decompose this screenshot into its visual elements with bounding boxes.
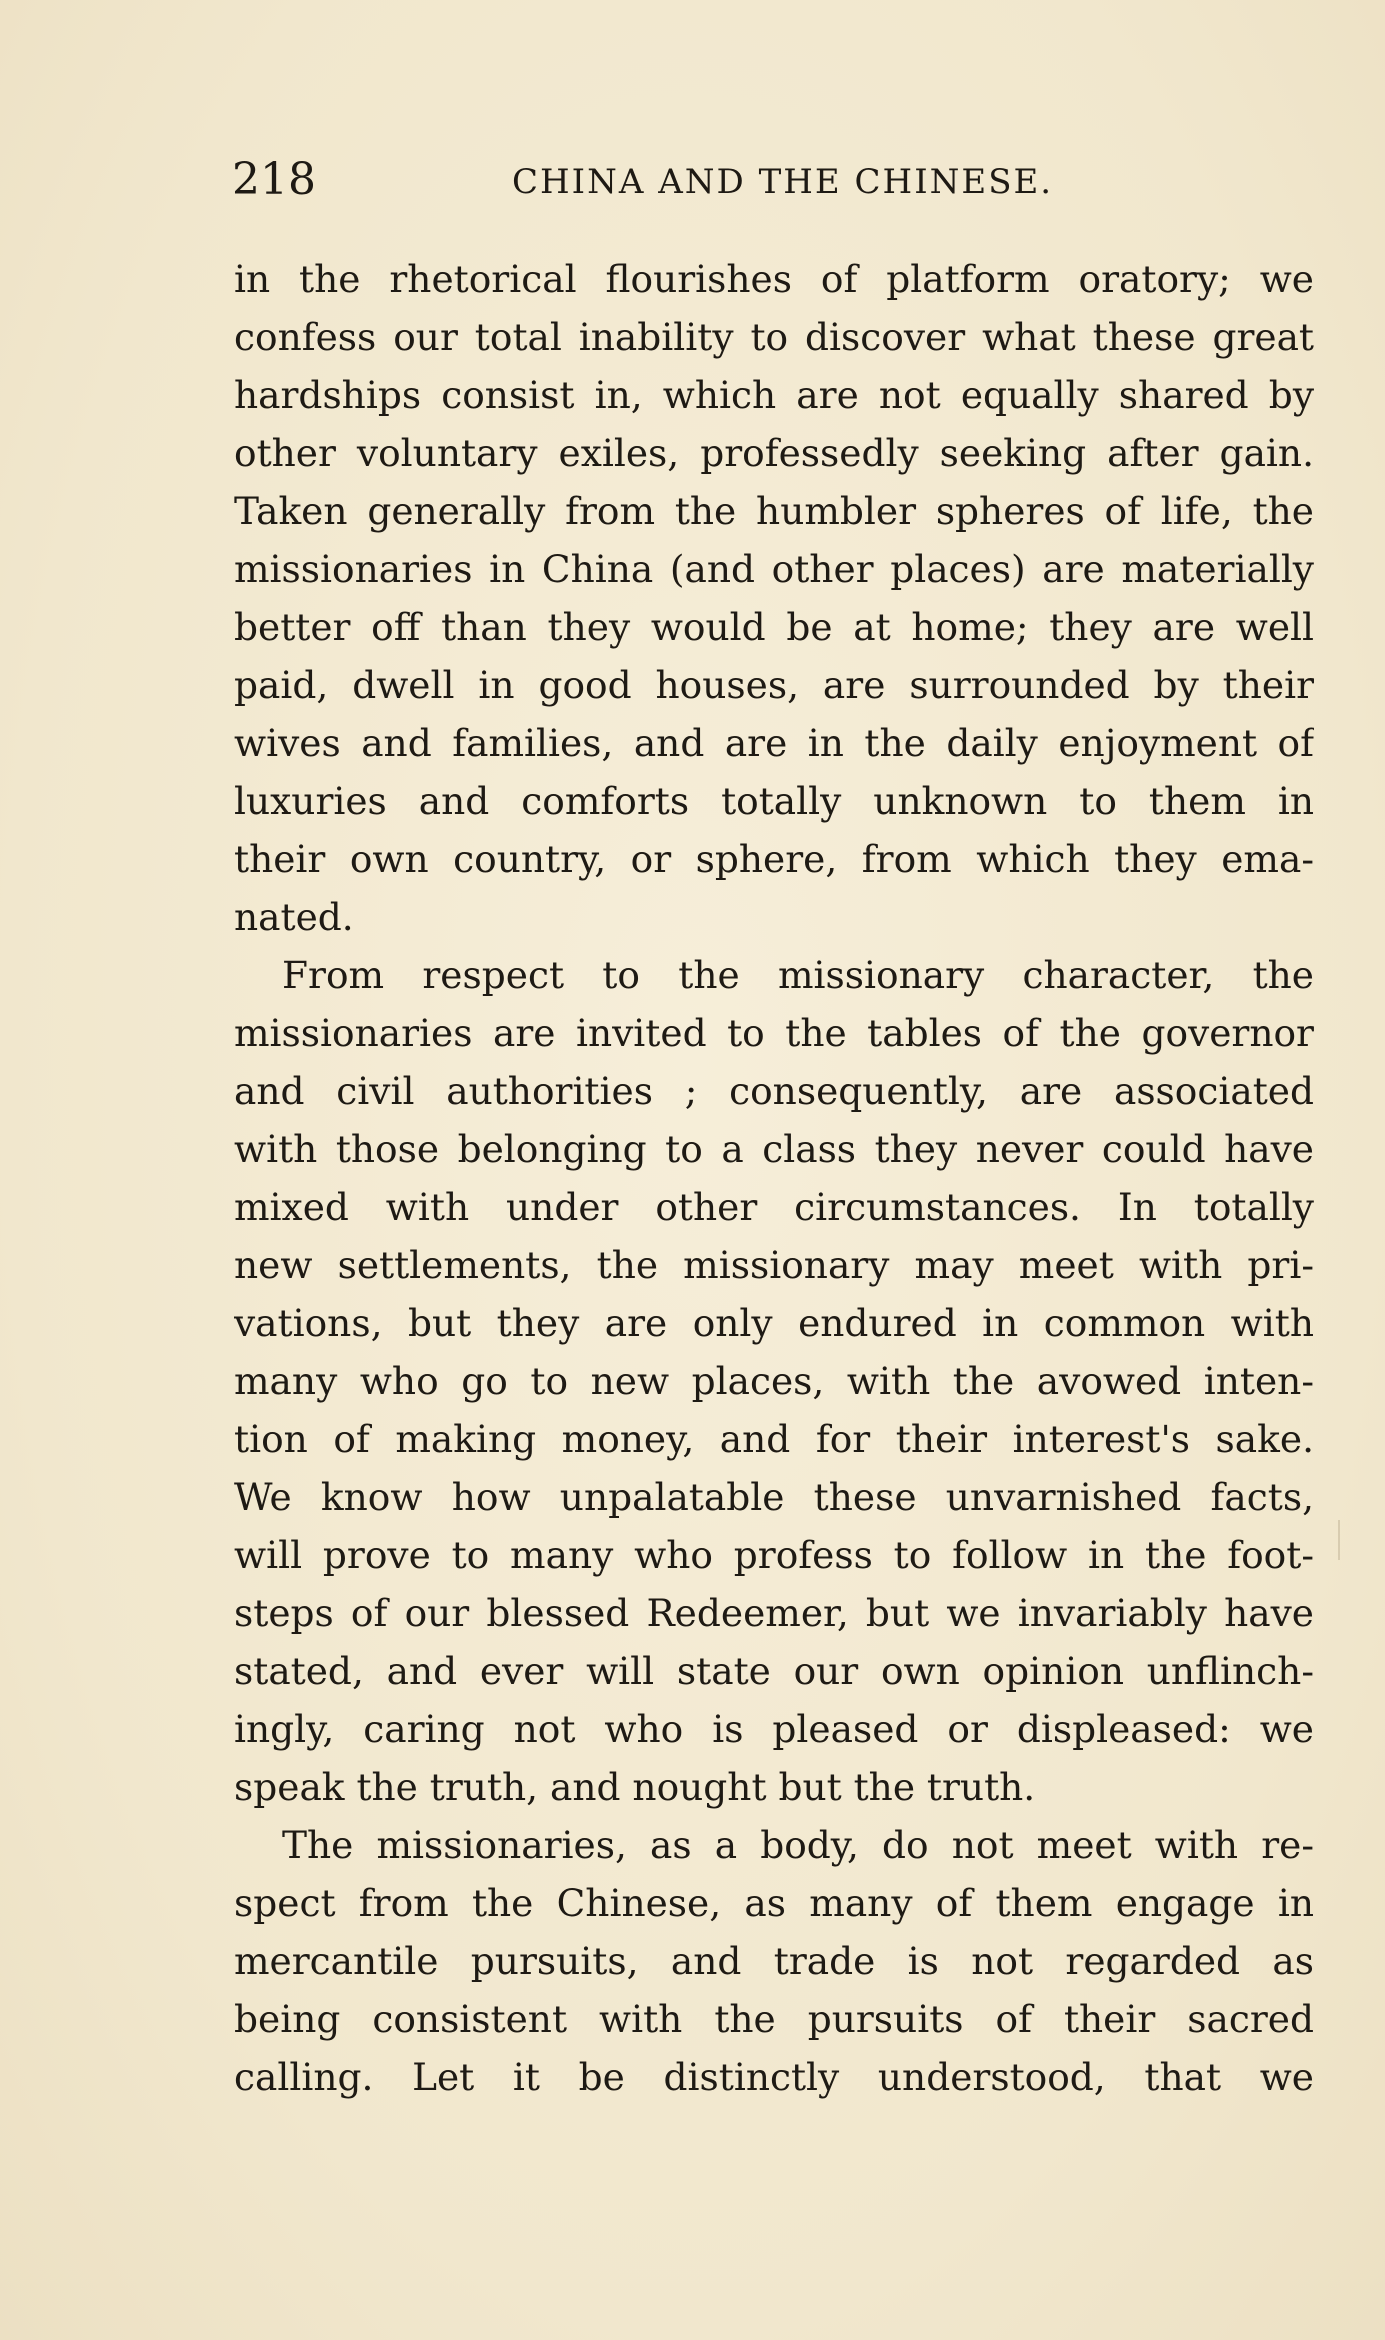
text-line: missionaries are invited to the tables of the governor xyxy=(234,1011,1314,1055)
text-line: speak the truth, and nought but the truth. xyxy=(234,1765,1036,1809)
text-line: missionaries in China (and other places) are materially xyxy=(234,547,1314,591)
text-line: their own country, or sphere, from which they ema- xyxy=(234,837,1314,881)
text-line: vations, but they are only endured in common with xyxy=(234,1301,1314,1345)
text-line: We know how unpalatable these unvarnished facts, xyxy=(234,1475,1314,1519)
text-line: Taken generally from the humbler spheres of life, the xyxy=(234,489,1314,533)
text-line: and civil authorities ; consequently, are associated xyxy=(234,1069,1314,1113)
text-line: luxuries and comforts totally unknown to them in xyxy=(234,779,1314,823)
text-line: nated. xyxy=(234,895,354,939)
text-line: spect from the Chinese, as many of them engage in xyxy=(234,1881,1314,1925)
text-line: mixed with under other circumstances. In totally xyxy=(234,1185,1314,1229)
text-line: paid, dwell in good houses, are surrounded by their xyxy=(234,663,1314,707)
text-line: ingly, caring not who is pleased or displeased: we xyxy=(234,1707,1314,1751)
text-line: hardships consist in, which are not equally shared by xyxy=(234,373,1314,417)
page-header xyxy=(232,150,1312,210)
text-line: calling. Let it be distinctly understood, that we xyxy=(234,2055,1314,2099)
paper-blemish xyxy=(1338,1520,1340,1560)
page-number: 218 xyxy=(232,154,316,205)
text-line: being consistent with the pursuits of their sacred xyxy=(234,1997,1314,2041)
text-line: new settlements, the missionary may meet with pri- xyxy=(234,1243,1314,1287)
text-line: stated, and ever will state our own opinion unflinch- xyxy=(234,1649,1314,1693)
text-line: wives and families, and are in the daily enjoyment of xyxy=(234,721,1314,765)
text-line: tion of making money, and for their interest's sake. xyxy=(234,1417,1314,1461)
text-line: confess our total inability to discover what these great xyxy=(234,315,1314,359)
paragraph-start-line: The missionaries, as a body, do not meet with re- xyxy=(282,1823,1314,1867)
text-line: with those belonging to a class they never could have xyxy=(234,1127,1314,1171)
text-line: in the rhetorical flourishes of platform oratory; we xyxy=(234,257,1314,301)
text-line: will prove to many who profess to follow in the foot- xyxy=(234,1533,1314,1577)
text-line: mercantile pursuits, and trade is not regarded as xyxy=(234,1939,1314,1983)
text-line: many who go to new places, with the avowed inten- xyxy=(234,1359,1314,1403)
paragraph-start-line: From respect to the missionary character, the xyxy=(282,953,1314,997)
running-head: CHINA AND THE CHINESE. xyxy=(512,162,1054,202)
body-text xyxy=(234,250,1314,2106)
text-line: steps of our blessed Redeemer, but we invariably have xyxy=(234,1591,1314,1635)
text-line: better off than they would be at home; they are well xyxy=(234,605,1314,649)
text-line: other voluntary exiles, professedly seeking after gain. xyxy=(234,431,1314,475)
